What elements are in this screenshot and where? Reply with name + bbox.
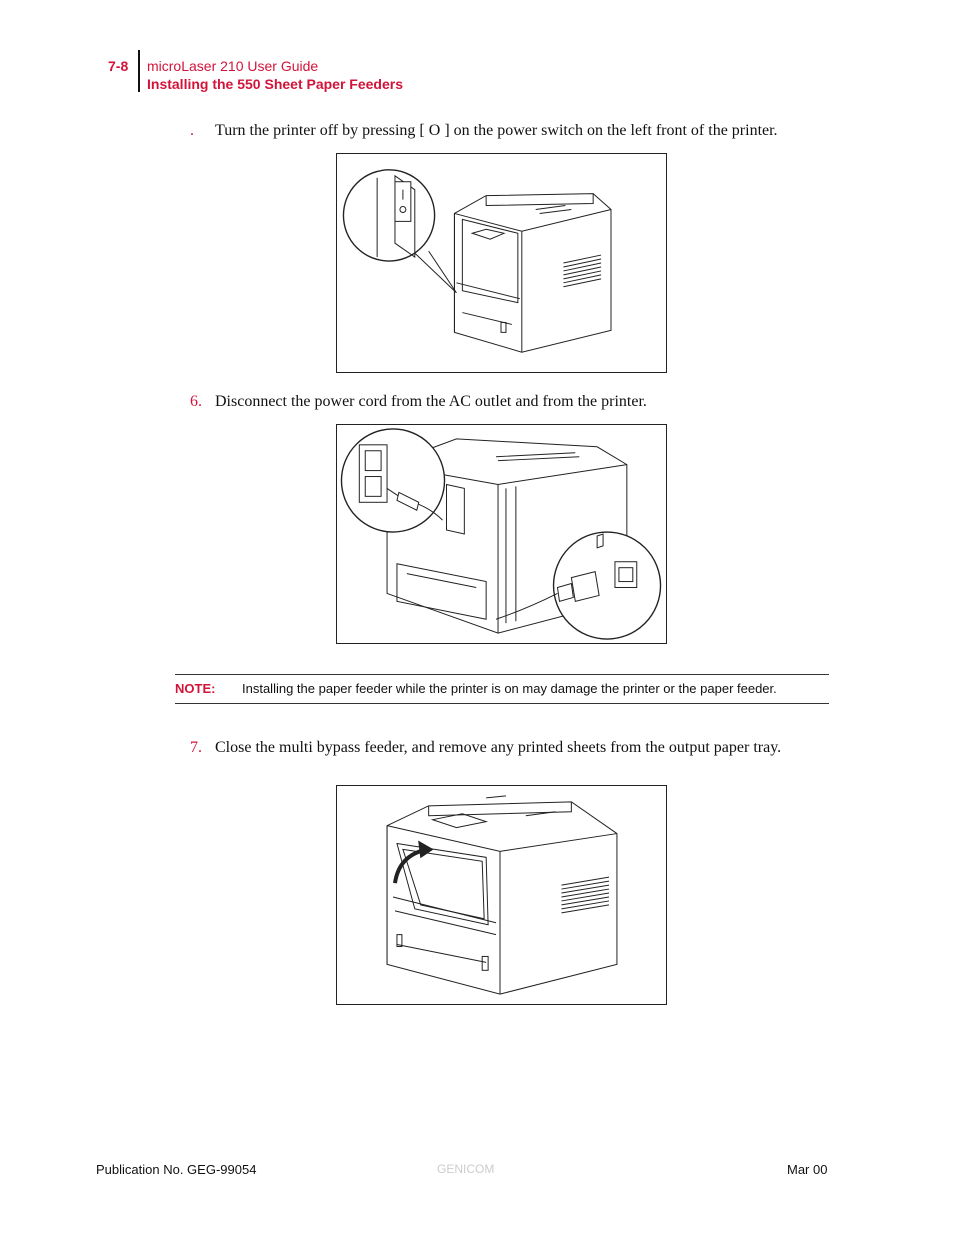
power-cord-illustration — [337, 425, 666, 643]
header-divider — [138, 50, 140, 92]
printer-power-switch-illustration — [337, 154, 666, 372]
step-text: Close the multi bypass feeder, and remove any printed sheets from the output paper tray. — [215, 739, 782, 756]
step-6 — [190, 393, 647, 411]
note-text: Installing the paper feeder while the printer is on may damage the printer or the paper feeder. — [242, 681, 777, 696]
step-5 — [190, 122, 778, 140]
figure-bypass-feeder — [336, 785, 667, 1005]
figure-power-cord — [336, 424, 667, 644]
note-label: NOTE: — [175, 681, 216, 696]
figure-power-switch — [336, 153, 667, 373]
publication-number: Publication No. GEG-99054 — [96, 1162, 257, 1177]
section-title: Installing the 550 Sheet Paper Feeders — [147, 76, 403, 92]
page-number: 7-8 — [108, 58, 129, 74]
step-text: Disconnect the power cord from the AC outlet and from the printer. — [215, 393, 647, 410]
step-number: . — [190, 122, 194, 139]
step-number: 7. — [190, 739, 202, 756]
step-number: 6. — [190, 393, 202, 410]
step-7 — [190, 739, 781, 757]
note-box — [175, 674, 829, 704]
brand-watermark: GENICOM — [437, 1162, 495, 1176]
step-text: Turn the printer off by pressing [ O ] on the power switch on the left front of the printer. — [215, 122, 778, 139]
publication-date: Mar 00 — [787, 1162, 828, 1177]
guide-title: microLaser 210 User Guide — [147, 58, 319, 74]
bypass-feeder-illustration — [337, 786, 666, 1004]
